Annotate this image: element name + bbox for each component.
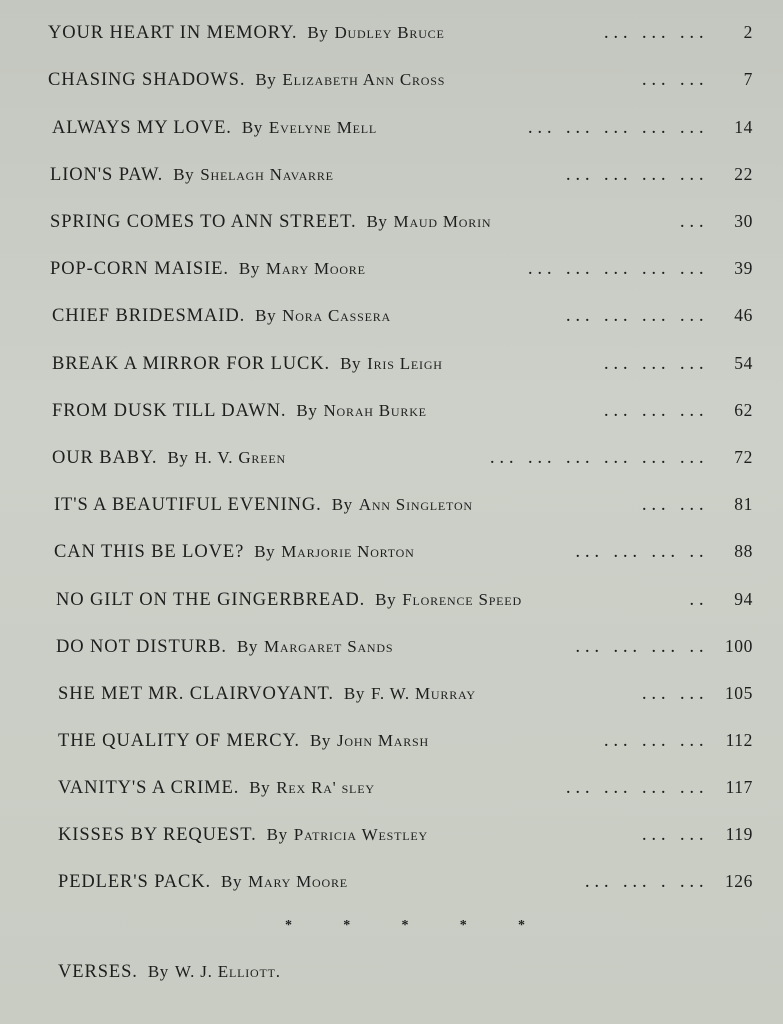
contents-entry — [56, 636, 753, 666]
entry-page-number: 94 — [734, 589, 753, 609]
entry-author: Mary Moore — [265, 259, 366, 278]
entry-page-number: 126 — [724, 871, 753, 891]
dot-leader: ... ... ... ... — [566, 169, 709, 184]
separator-star: * — [285, 918, 292, 933]
dot-leader: ... ... ... — [604, 358, 709, 373]
contents-entry — [52, 447, 753, 477]
entry-by: By — [343, 684, 365, 703]
contents-entry — [52, 353, 753, 383]
dot-leader: ... ... ... — [604, 405, 709, 420]
contents-entry — [52, 117, 753, 147]
contents-entry — [58, 730, 753, 760]
entry-page-number: 14 — [734, 117, 753, 137]
entry-page-number: 105 — [724, 683, 753, 703]
contents-entry — [48, 22, 753, 52]
entry-author: H. V. Green — [194, 448, 286, 467]
contents-entry — [58, 683, 753, 713]
entry-author: Mary Moore — [248, 872, 348, 891]
entry-author: Marjorie Norton — [281, 542, 415, 561]
entry-title: FROM DUSK TILL DAWN. — [52, 401, 287, 421]
separator-star: * — [459, 918, 467, 933]
entry-page-number: 72 — [734, 447, 753, 467]
dot-leader: ... ... ... ... ... ... — [490, 452, 709, 467]
dot-leader: ... ... — [642, 688, 709, 703]
entry-author: Elizabeth Ann Cross — [282, 70, 446, 89]
entry-by: By — [221, 872, 243, 891]
dot-leader: .. — [690, 594, 709, 609]
entry-title: LION'S PAW. — [50, 165, 164, 185]
contents-entry — [52, 305, 753, 335]
entry-title: CHIEF BRIDESMAID. — [52, 306, 246, 326]
entry-title: ALWAYS MY LOVE. — [52, 118, 232, 138]
verses-title: VERSES. — [58, 962, 138, 982]
entry-author: Florence Speed — [402, 590, 522, 609]
entry-page-number: 7 — [743, 69, 753, 89]
entry-page-number: 46 — [734, 305, 753, 325]
contents-entry — [50, 258, 753, 288]
entry-page-number: 22 — [734, 164, 753, 184]
entry-page-number: 119 — [725, 824, 753, 844]
contents-entry — [50, 164, 753, 194]
entry-by: By — [266, 825, 288, 844]
entry-author: Shelagh Navarre — [200, 165, 334, 184]
entry-title: DO NOT DISTURB. — [56, 637, 227, 657]
entry-page-number: 100 — [724, 636, 753, 656]
entry-by: By — [254, 542, 276, 561]
dot-leader: ... ... ... ... ... — [528, 122, 709, 137]
entry-author: Iris Leigh — [367, 354, 443, 373]
entry-author: F. W. Murray — [370, 684, 476, 703]
entry-by: By — [331, 495, 353, 514]
entry-by: By — [296, 401, 318, 420]
entry-by: By — [167, 448, 189, 467]
entry-author: Margaret Sands — [263, 637, 394, 656]
contents-entry — [54, 541, 753, 571]
dot-leader: ... ... ... — [604, 735, 709, 750]
dot-leader: ... ... ... .. — [576, 641, 709, 656]
dot-leader: ... ... ... ... ... — [528, 263, 709, 278]
separator-stars — [285, 918, 525, 942]
entry-by: By — [249, 778, 271, 797]
verses-author: W. J. Elliott. — [174, 962, 281, 981]
entry-author: Nora Cassera — [282, 306, 391, 325]
dot-leader: ... ... ... ... — [566, 310, 709, 325]
entry-by: By — [236, 637, 258, 656]
entry-title: CHASING SHADOWS. — [48, 70, 246, 90]
entry-title: CAN THIS BE LOVE? — [54, 542, 245, 562]
entry-title: PEDLER'S PACK. — [58, 872, 212, 892]
entry-by: By — [173, 165, 195, 184]
dot-leader: ... ... ... — [604, 27, 709, 42]
contents-entry — [52, 400, 753, 430]
contents-entry — [58, 871, 753, 901]
dot-leader: ... ... ... .. — [576, 546, 709, 561]
verses-by: By — [147, 962, 169, 981]
entry-page-number: 88 — [734, 541, 753, 561]
entry-title: KISSES BY REQUEST. — [58, 825, 257, 845]
entry-page-number: 62 — [734, 400, 753, 420]
separator-star: * — [343, 918, 351, 933]
entry-page-number: 2 — [743, 22, 753, 42]
contents-entry — [58, 777, 753, 807]
entry-page-number: 39 — [734, 258, 753, 278]
contents-entry — [50, 211, 753, 241]
separator-star: * — [518, 918, 525, 933]
entry-by: By — [241, 118, 263, 137]
entry-author: Dudley Bruce — [334, 23, 445, 42]
contents-entry — [56, 589, 753, 619]
entry-title: YOUR HEART IN MEMORY. — [48, 23, 298, 43]
entry-by: By — [238, 259, 260, 278]
dot-leader: ... ... ... ... — [566, 782, 709, 797]
contents-entry — [54, 494, 753, 524]
entry-author: Evelyne Mell — [268, 118, 378, 137]
entry-author: John Marsh — [336, 731, 429, 750]
entry-title: SHE MET MR. CLAIRVOYANT. — [58, 684, 334, 704]
entry-author: Rex Ra' sley — [276, 778, 375, 797]
entry-title: NO GILT ON THE GINGERBREAD. — [56, 590, 366, 610]
dot-leader: ... ... — [642, 829, 709, 844]
contents-entry — [58, 824, 753, 854]
entry-by: By — [340, 354, 362, 373]
dot-leader: ... ... — [642, 499, 709, 514]
entry-title: IT'S A BEAUTIFUL EVENING. — [54, 495, 322, 515]
entry-title: BREAK A MIRROR FOR LUCK. — [52, 354, 331, 374]
entry-title: THE QUALITY OF MERCY. — [58, 731, 300, 751]
entry-title: OUR BABY. — [52, 448, 158, 468]
entry-by: By — [255, 70, 277, 89]
dot-leader: ... — [680, 216, 709, 231]
entry-page-number: 112 — [725, 730, 753, 750]
entry-by: By — [309, 731, 331, 750]
entry-page-number: 81 — [734, 494, 753, 514]
entry-title: SPRING COMES TO ANN STREET. — [50, 212, 357, 232]
entry-by: By — [366, 212, 388, 231]
entry-by: By — [255, 306, 277, 325]
entry-page-number: 117 — [725, 777, 753, 797]
entry-title: VANITY'S A CRIME. — [58, 778, 240, 798]
separator-star: * — [401, 918, 409, 933]
entry-by: By — [375, 590, 397, 609]
entry-author: Maud Morin — [393, 212, 492, 231]
entry-author: Ann Singleton — [358, 495, 473, 514]
entry-author: Patricia Westley — [293, 825, 428, 844]
entry-author: Norah Burke — [323, 401, 427, 420]
dot-leader: ... ... . ... — [585, 876, 709, 891]
dot-leader: ... ... — [642, 74, 709, 89]
entry-by: By — [307, 23, 329, 42]
entry-page-number: 54 — [734, 353, 753, 373]
entry-page-number: 30 — [734, 211, 753, 231]
verses-entry — [58, 962, 281, 983]
contents-entry — [48, 69, 753, 99]
entry-title: POP-CORN MAISIE. — [50, 259, 229, 279]
